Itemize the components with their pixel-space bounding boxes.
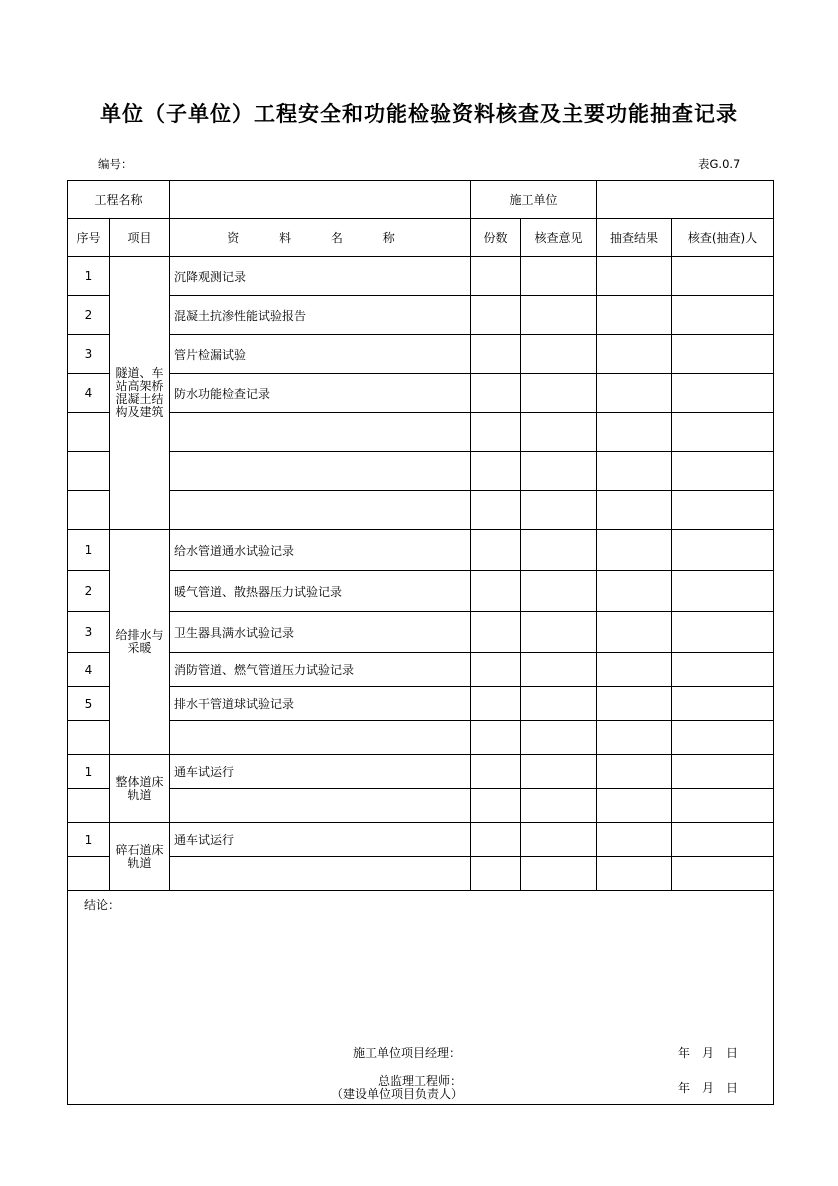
copies-cell[interactable] (471, 755, 521, 789)
checker-cell[interactable] (672, 721, 774, 755)
project-name-field[interactable] (170, 181, 471, 219)
table-row (68, 721, 774, 755)
table-row (68, 335, 774, 374)
spot-result-cell[interactable] (597, 687, 672, 721)
row-doc-name (170, 789, 471, 823)
copies-cell[interactable] (471, 257, 521, 296)
check-opinion-cell[interactable] (521, 857, 597, 891)
check-opinion-cell[interactable] (521, 296, 597, 335)
spot-result-cell[interactable] (597, 491, 672, 530)
row-seq: 1 (68, 823, 110, 857)
table-row (68, 687, 774, 721)
row-doc-name: 排水干管道球试验记录 (170, 687, 471, 721)
spot-result-cell[interactable] (597, 789, 672, 823)
checker-cell[interactable] (672, 257, 774, 296)
copies-cell[interactable] (471, 612, 521, 653)
table-row (68, 571, 774, 612)
inspection-record-table (67, 180, 774, 1105)
row-seq: 1 (68, 755, 110, 789)
construction-unit-field[interactable] (597, 181, 774, 219)
copies-cell[interactable] (471, 296, 521, 335)
table-row (68, 789, 774, 823)
col-spot-result: 抽查结果 (597, 219, 672, 257)
check-opinion-cell[interactable] (521, 687, 597, 721)
checker-cell[interactable] (672, 823, 774, 857)
construction-unit-label: 施工单位 (471, 181, 597, 219)
spot-result-cell[interactable] (597, 653, 672, 687)
spot-result-cell[interactable] (597, 296, 672, 335)
table-row (68, 491, 774, 530)
check-opinion-cell[interactable] (521, 257, 597, 296)
checker-cell[interactable] (672, 755, 774, 789)
row-doc-name (170, 857, 471, 891)
table-row (68, 653, 774, 687)
copies-cell[interactable] (471, 789, 521, 823)
table-row (68, 823, 774, 857)
copies-cell[interactable] (471, 721, 521, 755)
spot-result-cell[interactable] (597, 721, 672, 755)
col-seq: 序号 (68, 219, 110, 257)
check-opinion-cell[interactable] (521, 789, 597, 823)
check-opinion-cell[interactable] (521, 755, 597, 789)
supervisor-date: 年 月 日 (678, 1081, 739, 1095)
row-seq: 2 (68, 571, 110, 612)
row-seq (68, 452, 110, 491)
group-name: 整体道床轨道 (110, 755, 170, 823)
row-seq (68, 413, 110, 452)
col-doc-name: 资 料 名 称 (170, 219, 471, 257)
row-doc-name (170, 452, 471, 491)
row-seq: 1 (68, 257, 110, 296)
checker-cell[interactable] (672, 612, 774, 653)
table-row (68, 413, 774, 452)
supervisor-sub-label: （建设单位项目负责人） (331, 1087, 464, 1101)
spot-result-cell[interactable] (597, 452, 672, 491)
row-seq (68, 491, 110, 530)
column-header-row (68, 219, 774, 257)
table-row (68, 612, 774, 653)
group-name: 给排水与采暖 (110, 530, 170, 755)
spot-result-cell[interactable] (597, 612, 672, 653)
table-row (68, 374, 774, 413)
row-doc-name: 卫生器具满水试验记录 (170, 612, 471, 653)
spot-result-cell[interactable] (597, 857, 672, 891)
check-opinion-cell[interactable] (521, 721, 597, 755)
row-doc-name: 防水功能检查记录 (170, 374, 471, 413)
group-name: 碎石道床轨道 (110, 823, 170, 891)
check-opinion-cell[interactable] (521, 653, 597, 687)
row-doc-name: 沉降观测记录 (170, 257, 471, 296)
row-doc-name: 通车试运行 (170, 823, 471, 857)
group-name: 隧道、车站高架桥混凝土结构及建筑 (110, 257, 170, 530)
check-opinion-cell[interactable] (521, 612, 597, 653)
row-doc-name: 通车试运行 (170, 755, 471, 789)
project-name-label: 工程名称 (68, 181, 170, 219)
spot-result-cell[interactable] (597, 335, 672, 374)
col-copies: 份数 (471, 219, 521, 257)
check-opinion-cell[interactable] (521, 571, 597, 612)
row-doc-name (170, 413, 471, 452)
table-row (68, 755, 774, 789)
copies-cell[interactable] (471, 335, 521, 374)
checker-cell[interactable] (672, 374, 774, 413)
row-seq: 1 (68, 530, 110, 571)
table-code: 表G.0.7 (698, 157, 741, 171)
check-opinion-cell[interactable] (521, 452, 597, 491)
checker-cell[interactable] (672, 296, 774, 335)
copies-cell[interactable] (471, 687, 521, 721)
copies-cell[interactable] (471, 491, 521, 530)
row-seq (68, 721, 110, 755)
checker-cell[interactable] (672, 857, 774, 891)
form-number-label: 编号： (98, 157, 133, 171)
copies-cell[interactable] (471, 413, 521, 452)
col-check-opinion: 核查意见 (521, 219, 597, 257)
check-opinion-cell[interactable] (521, 335, 597, 374)
copies-cell[interactable] (471, 571, 521, 612)
checker-cell[interactable] (672, 335, 774, 374)
checker-cell[interactable] (672, 530, 774, 571)
copies-cell[interactable] (471, 823, 521, 857)
copies-cell[interactable] (471, 857, 521, 891)
spot-result-cell[interactable] (597, 257, 672, 296)
checker-cell[interactable] (672, 413, 774, 452)
check-opinion-cell[interactable] (521, 413, 597, 452)
conclusion-label: 结论： (84, 898, 121, 912)
table-row (68, 296, 774, 335)
checker-cell[interactable] (672, 789, 774, 823)
checker-cell[interactable] (672, 491, 774, 530)
check-opinion-cell[interactable] (521, 374, 597, 413)
checker-cell[interactable] (672, 653, 774, 687)
check-opinion-cell[interactable] (521, 491, 597, 530)
page-title: 单位（子单位）工程安全和功能检验资料核查及主要功能抽查记录 (100, 102, 738, 126)
project-header-row (68, 181, 774, 219)
table-row (68, 530, 774, 571)
supervisor-signature-label: 总监理工程师： (378, 1074, 463, 1088)
spot-result-cell[interactable] (597, 571, 672, 612)
row-doc-name: 混凝土抗渗性能试验报告 (170, 296, 471, 335)
spot-result-cell[interactable] (597, 823, 672, 857)
copies-cell[interactable] (471, 374, 521, 413)
col-item: 项目 (110, 219, 170, 257)
row-doc-name (170, 491, 471, 530)
table-row (68, 452, 774, 491)
copies-cell[interactable] (471, 530, 521, 571)
row-seq: 3 (68, 335, 110, 374)
spot-result-cell[interactable] (597, 374, 672, 413)
table-row (68, 857, 774, 891)
conclusion-row (68, 891, 774, 1105)
spot-result-cell[interactable] (597, 413, 672, 452)
checker-cell[interactable] (672, 571, 774, 612)
row-doc-name: 暖气管道、散热器压力试验记录 (170, 571, 471, 612)
copies-cell[interactable] (471, 653, 521, 687)
copies-cell[interactable] (471, 452, 521, 491)
spot-result-cell[interactable] (597, 530, 672, 571)
row-doc-name: 消防管道、燃气管道压力试验记录 (170, 653, 471, 687)
row-seq (68, 789, 110, 823)
table-body (68, 181, 774, 1105)
row-seq: 4 (68, 374, 110, 413)
row-doc-name: 给水管道通水试验记录 (170, 530, 471, 571)
manager-date: 年 月 日 (678, 1046, 739, 1060)
check-opinion-cell[interactable] (521, 530, 597, 571)
row-seq: 2 (68, 296, 110, 335)
row-seq: 4 (68, 653, 110, 687)
checker-cell[interactable] (672, 452, 774, 491)
row-seq (68, 857, 110, 891)
checker-cell[interactable] (672, 687, 774, 721)
row-seq: 3 (68, 612, 110, 653)
col-checker: 核查(抽查)人 (672, 219, 774, 257)
table-row (68, 257, 774, 296)
row-seq: 5 (68, 687, 110, 721)
manager-signature-label: 施工单位项目经理： (353, 1046, 462, 1060)
row-doc-name: 管片检漏试验 (170, 335, 471, 374)
row-doc-name (170, 721, 471, 755)
conclusion-cell[interactable] (68, 891, 774, 1105)
check-opinion-cell[interactable] (521, 823, 597, 857)
spot-result-cell[interactable] (597, 755, 672, 789)
